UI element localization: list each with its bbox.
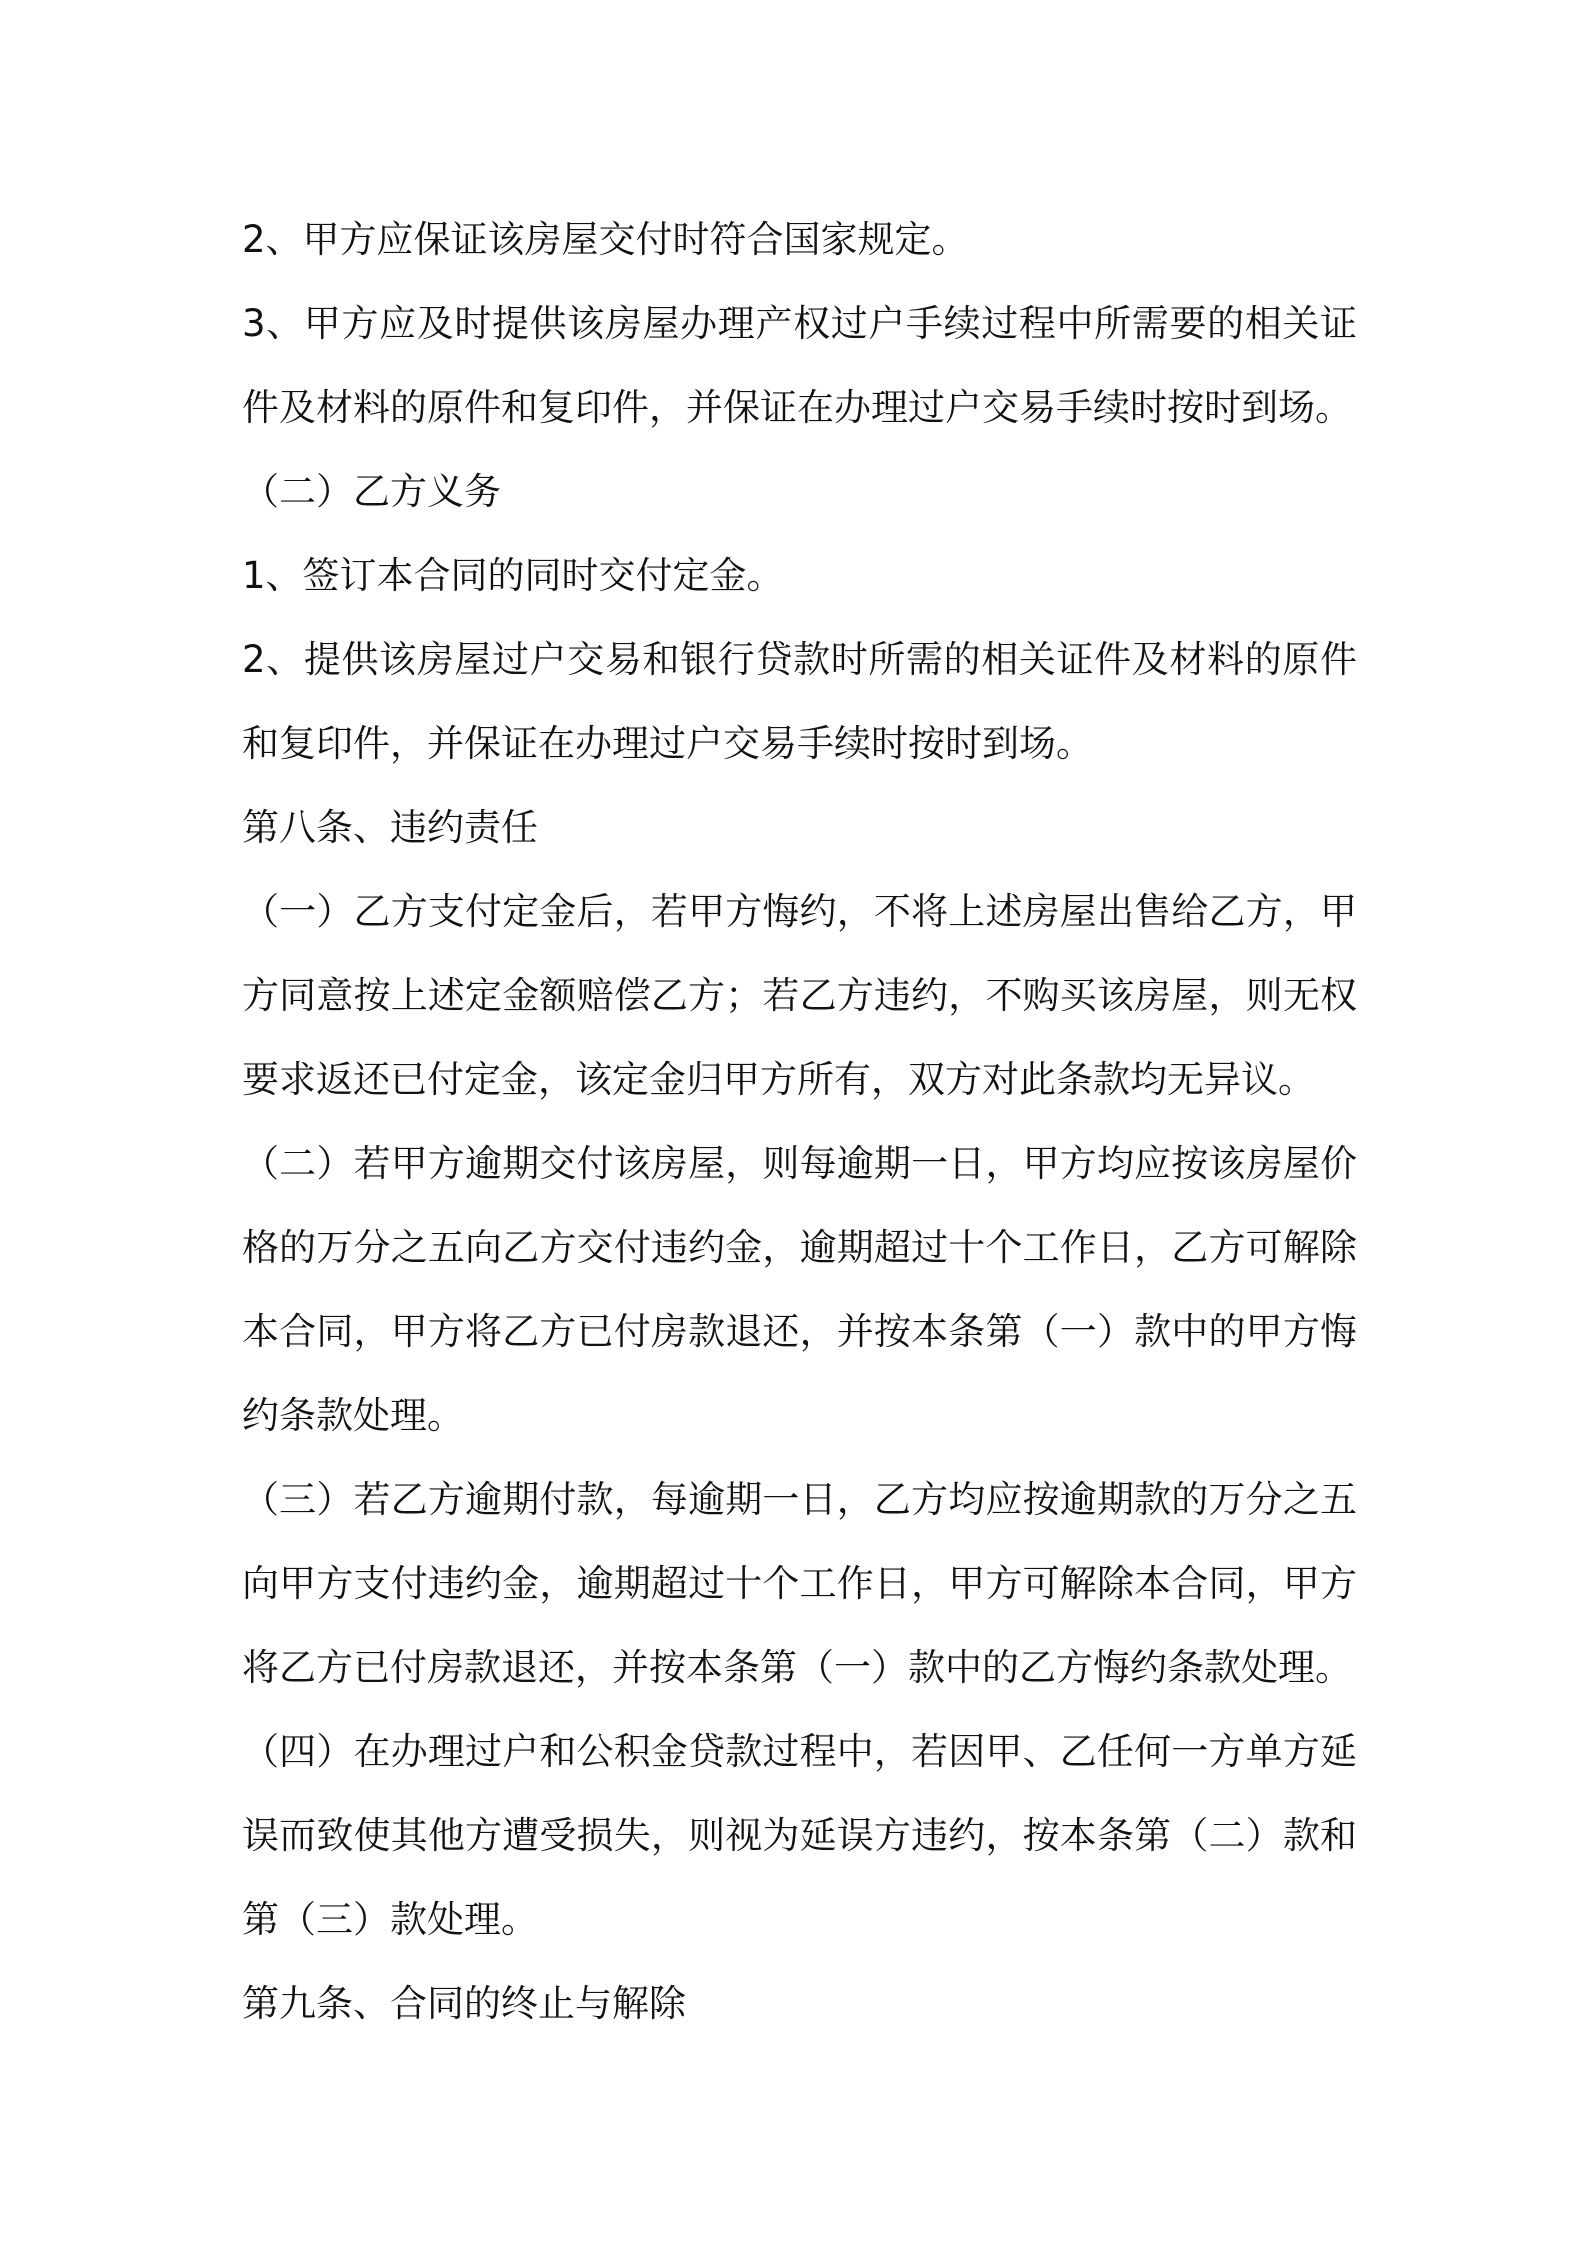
paragraph-obligation-b1: 1、签订本合同的同时交付定金。	[242, 554, 784, 597]
section-heading-party-b-obligations: （二）乙方义务	[242, 470, 501, 513]
paragraph-breach-4: （四）在办理过户和公积金贷款过程中，若因甲、乙任何一方单方延误而致使其他方遭受损失，则视为延误方违约，按本条第（二）款和第（三）款处理。	[242, 1730, 1357, 1941]
paragraph-breach-3: （三）若乙方逾期付款，每逾期一日，乙方均应按逾期款的万分之五向甲方支付违约金，逾期超过十个工作日，甲方可解除本合同，甲方将乙方已付房款退还，并按本条第（一）款中的乙方悔约条款处理。	[242, 1478, 1357, 1689]
paragraph-breach-2: （二）若甲方逾期交付该房屋，则每逾期一日，甲方均应按该房屋价格的万分之五向乙方交付违约金，逾期超过十个工作日，乙方可解除本合同，甲方将乙方已付房款退还，并按本条第（一）款中的甲方悔约条款处理。	[242, 1142, 1357, 1437]
paragraph-obligation-a2: 2、甲方应保证该房屋交付时符合国家规定。	[242, 218, 969, 261]
paragraph-breach-1: （一）乙方支付定金后，若甲方悔约，不将上述房屋出售给乙方，甲方同意按上述定金额赔偿乙方；若乙方违约，不购买该房屋，则无权要求返还已付定金，该定金归甲方所有，双方对此条款均无异议。	[242, 890, 1357, 1101]
article-heading-8: 第八条、违约责任	[242, 806, 538, 849]
paragraph-obligation-b2: 2、提供该房屋过户交易和银行贷款时所需的相关证件及材料的原件和复印件，并保证在办理过户交易手续时按时到场。	[242, 638, 1357, 765]
article-heading-9: 第九条、合同的终止与解除	[242, 1982, 686, 2025]
paragraph-obligation-a3: 3、甲方应及时提供该房屋办理产权过户手续过程中所需要的相关证件及材料的原件和复印件，并保证在办理过户交易手续时按时到场。	[242, 302, 1357, 429]
document-body	[242, 198, 1357, 2046]
